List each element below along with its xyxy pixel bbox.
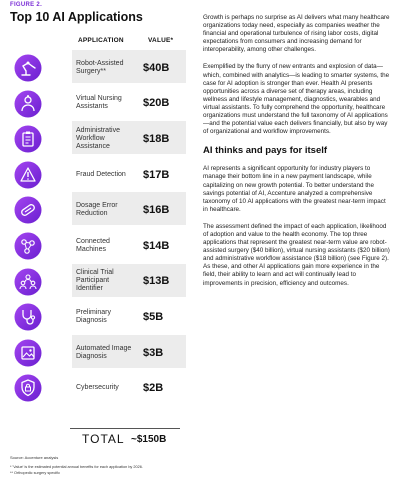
application-name: Dosage Error Reduction	[76, 202, 118, 218]
application-name: Robot-Assisted Surgery**	[76, 59, 124, 75]
application-name: Preliminary Diagnosis	[76, 308, 112, 324]
image-scan-icon	[14, 339, 42, 367]
application-value: $2B	[143, 382, 164, 395]
warning-triangle-icon	[14, 161, 42, 189]
application-value: $20B	[143, 97, 170, 110]
total-label: TOTAL	[82, 432, 125, 446]
column-header-application: APPLICATION	[78, 37, 124, 44]
table-row	[10, 192, 190, 228]
pill-icon	[14, 196, 42, 224]
application-value: $5B	[143, 310, 164, 323]
application-name: Virtual Nursing Assistants	[76, 95, 122, 111]
application-value: $14B	[143, 239, 170, 252]
application-name: Clinical Trial Participant Identifier	[76, 269, 114, 293]
footnote: * 'Value' is the estimated potential annual benefits for each application by 2026.	[10, 465, 143, 469]
nurse-icon	[14, 90, 42, 118]
source-note: Source: Accenture analysis	[10, 455, 59, 460]
application-name: Automated Image Diagnosis	[76, 344, 132, 360]
table-row	[10, 50, 190, 86]
application-value: $13B	[143, 275, 170, 288]
shield-lock-icon	[14, 374, 42, 402]
robotic-arm-icon	[14, 54, 42, 82]
body-column	[203, 14, 390, 297]
people-group-icon	[14, 268, 42, 296]
application-value: $17B	[143, 168, 170, 181]
table-row	[10, 299, 190, 335]
figure-label: FIGURE 2.	[10, 2, 43, 8]
total-divider	[70, 428, 180, 429]
total-value: ~$150B	[131, 434, 167, 445]
body-paragraph: Growth is perhaps no surprise as AI delivers what many healthcare organizations today need, especially as companies weather the financial and operational turbulence of rising labor costs, digital expectations from consumers and increasing demand for interoperability, among other challenges.	[203, 14, 390, 54]
table-row	[10, 264, 190, 300]
application-name: Connected Machines	[76, 237, 110, 253]
application-name: Cybersecurity	[76, 384, 119, 392]
application-name: Administrative Workflow Assistance	[76, 126, 120, 150]
figure-title: Top 10 AI Applications	[10, 10, 143, 24]
table-row	[10, 121, 190, 157]
table-row	[10, 157, 190, 193]
application-value: $18B	[143, 132, 170, 145]
application-value: $40B	[143, 61, 170, 74]
body-paragraph: The assessment defined the impact of each application, likelihood of adoption and value to the health economy. The top three applications that represent the greatest near-term value are robot-assisted surgery ($40 billion), virtual nursing assistants ($20 billion) and administrative workflow assistance ($18 billion) (see Figure 2). As these, and other AI applications gain more experience in the field, their ability to learn and act will continually lead to improvements in precision, efficiency and outcomes.	[203, 222, 390, 287]
table-row	[10, 86, 190, 122]
body-paragraph: AI represents a significant opportunity for industry players to manage their bottom line in a new payment landscape, while capitalizing on new growth potential. To better understand the savings potential of AI, Accenture analyzed a comprehensive taxonomy of 10 AI applications with the greatest near-term impact in healthcare.	[203, 165, 386, 213]
applications-table	[10, 50, 190, 406]
table-row	[10, 228, 190, 264]
application-value: $16B	[143, 204, 170, 217]
connected-nodes-icon	[14, 232, 42, 260]
table-row	[10, 335, 190, 371]
column-header-value: VALUE*	[148, 37, 174, 44]
table-row	[10, 370, 190, 406]
body-paragraph: Exemplified by the flurry of new entrants and explosion of data—which, combined with analytics—is leading to smarter systems, the case for AI adoption is stronger than ever. Health AI presents opportunities across a diverse set of therapy areas, including wellness and lifestyle management, diagnostics, wearables and virtual assistants. To fully comprehend the opportunity, healthcare organizations must understand the full taxonomy of AI applications—and the potential value each delivers financially, but also by way of organizational and workflow improvements.	[203, 63, 390, 136]
application-name: Fraud Detection	[76, 170, 126, 178]
application-value: $3B	[143, 346, 164, 359]
section-heading: AI thinks and pays for itself	[203, 145, 328, 157]
clipboard-icon	[14, 125, 42, 153]
footnote: ** Orthopedic surgery specific	[10, 471, 61, 475]
stethoscope-icon	[14, 303, 42, 331]
